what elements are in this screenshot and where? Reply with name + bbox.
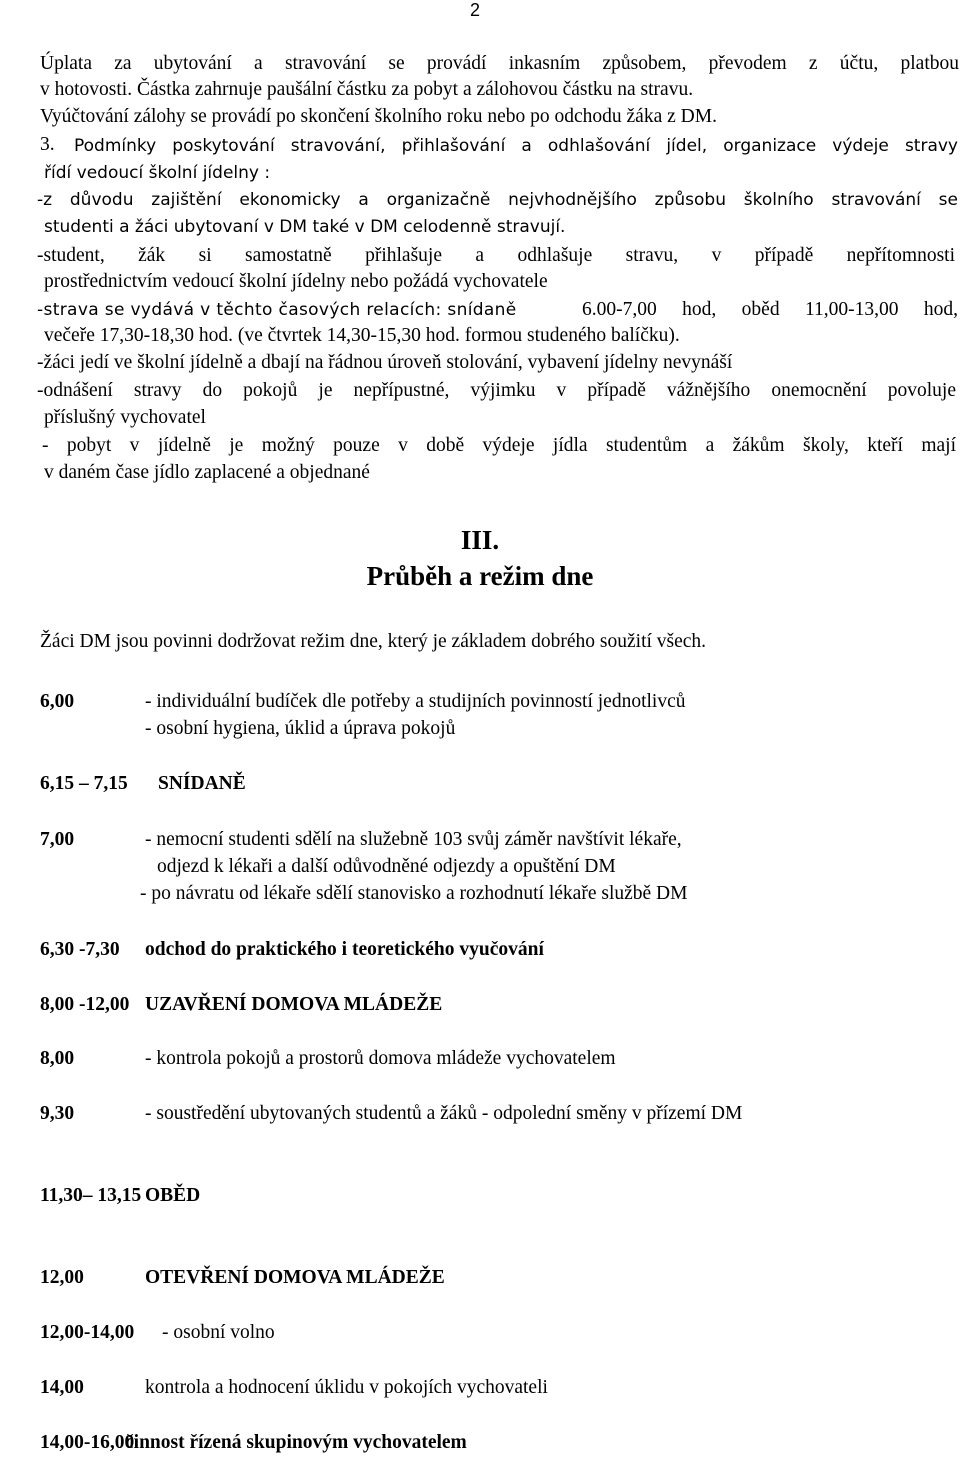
- schedule-activity: odchod do praktického i teoretického vyučování: [145, 939, 544, 960]
- schedule-time: 12,00: [40, 1267, 84, 1288]
- meal-rule-3-line-1a: -strava se vydává v těchto časových relacích: snídaně: [37, 300, 517, 320]
- schedule-activity: UZAVŘENÍ DOMOVA MLÁDEŽE: [145, 994, 443, 1015]
- schedule-time: 11,30– 13,15: [40, 1185, 142, 1206]
- payment-line-3: Vyúčtování zálohy se provádí po skončení školního roku nebo po odchodu žáka z DM.: [40, 106, 717, 127]
- item3-title-line-1: Podmínky poskytování stravování, přihlašování a odhlašování jídel, organizace výdeje stravy: [74, 136, 958, 156]
- schedule-activity: činnost řízená skupinovým vychovatelem: [125, 1432, 467, 1453]
- schedule-time: 8,00 -12,00: [40, 994, 130, 1015]
- schedule-activity: - nemocní studenti sdělí na služebně 103 svůj záměr navštívit lékaře,: [145, 829, 682, 850]
- schedule-time: 6,00: [40, 691, 75, 712]
- meal-rule-1-line-1: -z důvodu zajištění ekonomicky a organizačně nejvhodnějšího způsobu školního stravování se: [37, 190, 958, 210]
- schedule-time: 14,00-16,00: [40, 1432, 135, 1453]
- schedule-activity: kontrola a hodnocení úklidu v pokojích vychovateli: [145, 1377, 548, 1398]
- schedule-activity: SNÍDANĚ: [158, 773, 246, 794]
- meal-rule-5-line-2: příslušný vychovatel: [44, 407, 206, 428]
- meal-rule-4-line-1: -žáci jedí ve školní jídelně a dbají na řádnou úroveň stolování, vybavení jídelny nevynáší: [37, 352, 733, 373]
- schedule-time: 8,00: [40, 1048, 75, 1069]
- schedule-activity: - kontrola pokojů a prostorů domova mládeže vychovatelem: [145, 1048, 616, 1069]
- meal-rule-1-line-2: studenti a žáci ubytovaní v DM také v DM celodenně stravují.: [44, 217, 566, 237]
- schedule-activity: - osobní volno: [162, 1322, 275, 1343]
- section-title: Průběh a režim dne: [366, 561, 594, 591]
- section-intro: Žáci DM jsou povinni dodržovat režim dne, který je základem dobrého soužití všech.: [40, 631, 707, 652]
- meal-rule-2-line-1: -student, žák si samostatně přihlašuje a odhlašuje stravu, v případě nepřítomnosti: [37, 245, 955, 266]
- schedule-time: 9,30: [40, 1103, 75, 1124]
- meal-rule-2-line-2: prostřednictvím vedoucí školní jídelny nebo požádá vychovatele: [44, 271, 548, 292]
- payment-line-1: Úplata za ubytování a stravování se provádí inkasním způsobem, převodem z účtu, platbou: [40, 53, 959, 74]
- schedule-time: 6,15 – 7,15: [40, 773, 128, 794]
- section-numeral: III.: [460, 525, 500, 555]
- schedule-activity: - po návratu od lékaře sdělí stanovisko a rozhodnutí lékaře službě DM: [140, 883, 688, 904]
- schedule-time: 12,00-14,00: [40, 1322, 135, 1343]
- page-number: 2: [470, 0, 481, 20]
- schedule-activity: - osobní hygiena, úklid a úprava pokojů: [145, 718, 456, 739]
- meal-rule-3-line-1b: 6.00-7,00 hod, oběd 11,00-13,00 hod,: [582, 299, 958, 320]
- schedule-activity: odjezd k lékaři a další odůvodněné odjezdy a opuštění DM: [157, 856, 616, 877]
- schedule-activity: OTEVŘENÍ DOMOVA MLÁDEŽE: [145, 1267, 445, 1288]
- meal-rule-6-line-1: - pobyt v jídelně je možný pouze v době výdeje jídla studentům a žákům školy, kteří mají: [42, 435, 956, 456]
- meal-rule-3-line-2: večeře 17,30-18,30 hod. (ve čtvrtek 14,30-15,30 hod. formou studeného balíčku).: [44, 325, 680, 346]
- schedule-time: 7,00: [40, 829, 75, 850]
- schedule-activity: - individuální budíček dle potřeby a studijních povinností jednotlivců: [145, 691, 686, 712]
- meal-rule-6-line-2: v daném čase jídlo zaplacené a objednané: [44, 462, 370, 483]
- payment-line-2: v hotovosti. Částka zahrnuje paušální částku za pobyt a zálohovou částku na stravu.: [40, 79, 694, 100]
- item-number: 3.: [40, 134, 55, 155]
- schedule-time: 6,30 -7,30: [40, 939, 120, 960]
- schedule-time: 14,00: [40, 1377, 84, 1398]
- schedule-activity: - soustředění ubytovaných studentů a žáků - odpolední směny v přízemí DM: [145, 1103, 743, 1124]
- meal-rule-5-line-1: -odnášení stravy do pokojů je nepřípustné, výjimku v případě vážnějšího onemocnění povoluje: [37, 380, 956, 401]
- item3-title-line-2: řídí vedoucí školní jídelny :: [44, 163, 271, 183]
- schedule-activity: OBĚD: [145, 1185, 201, 1206]
